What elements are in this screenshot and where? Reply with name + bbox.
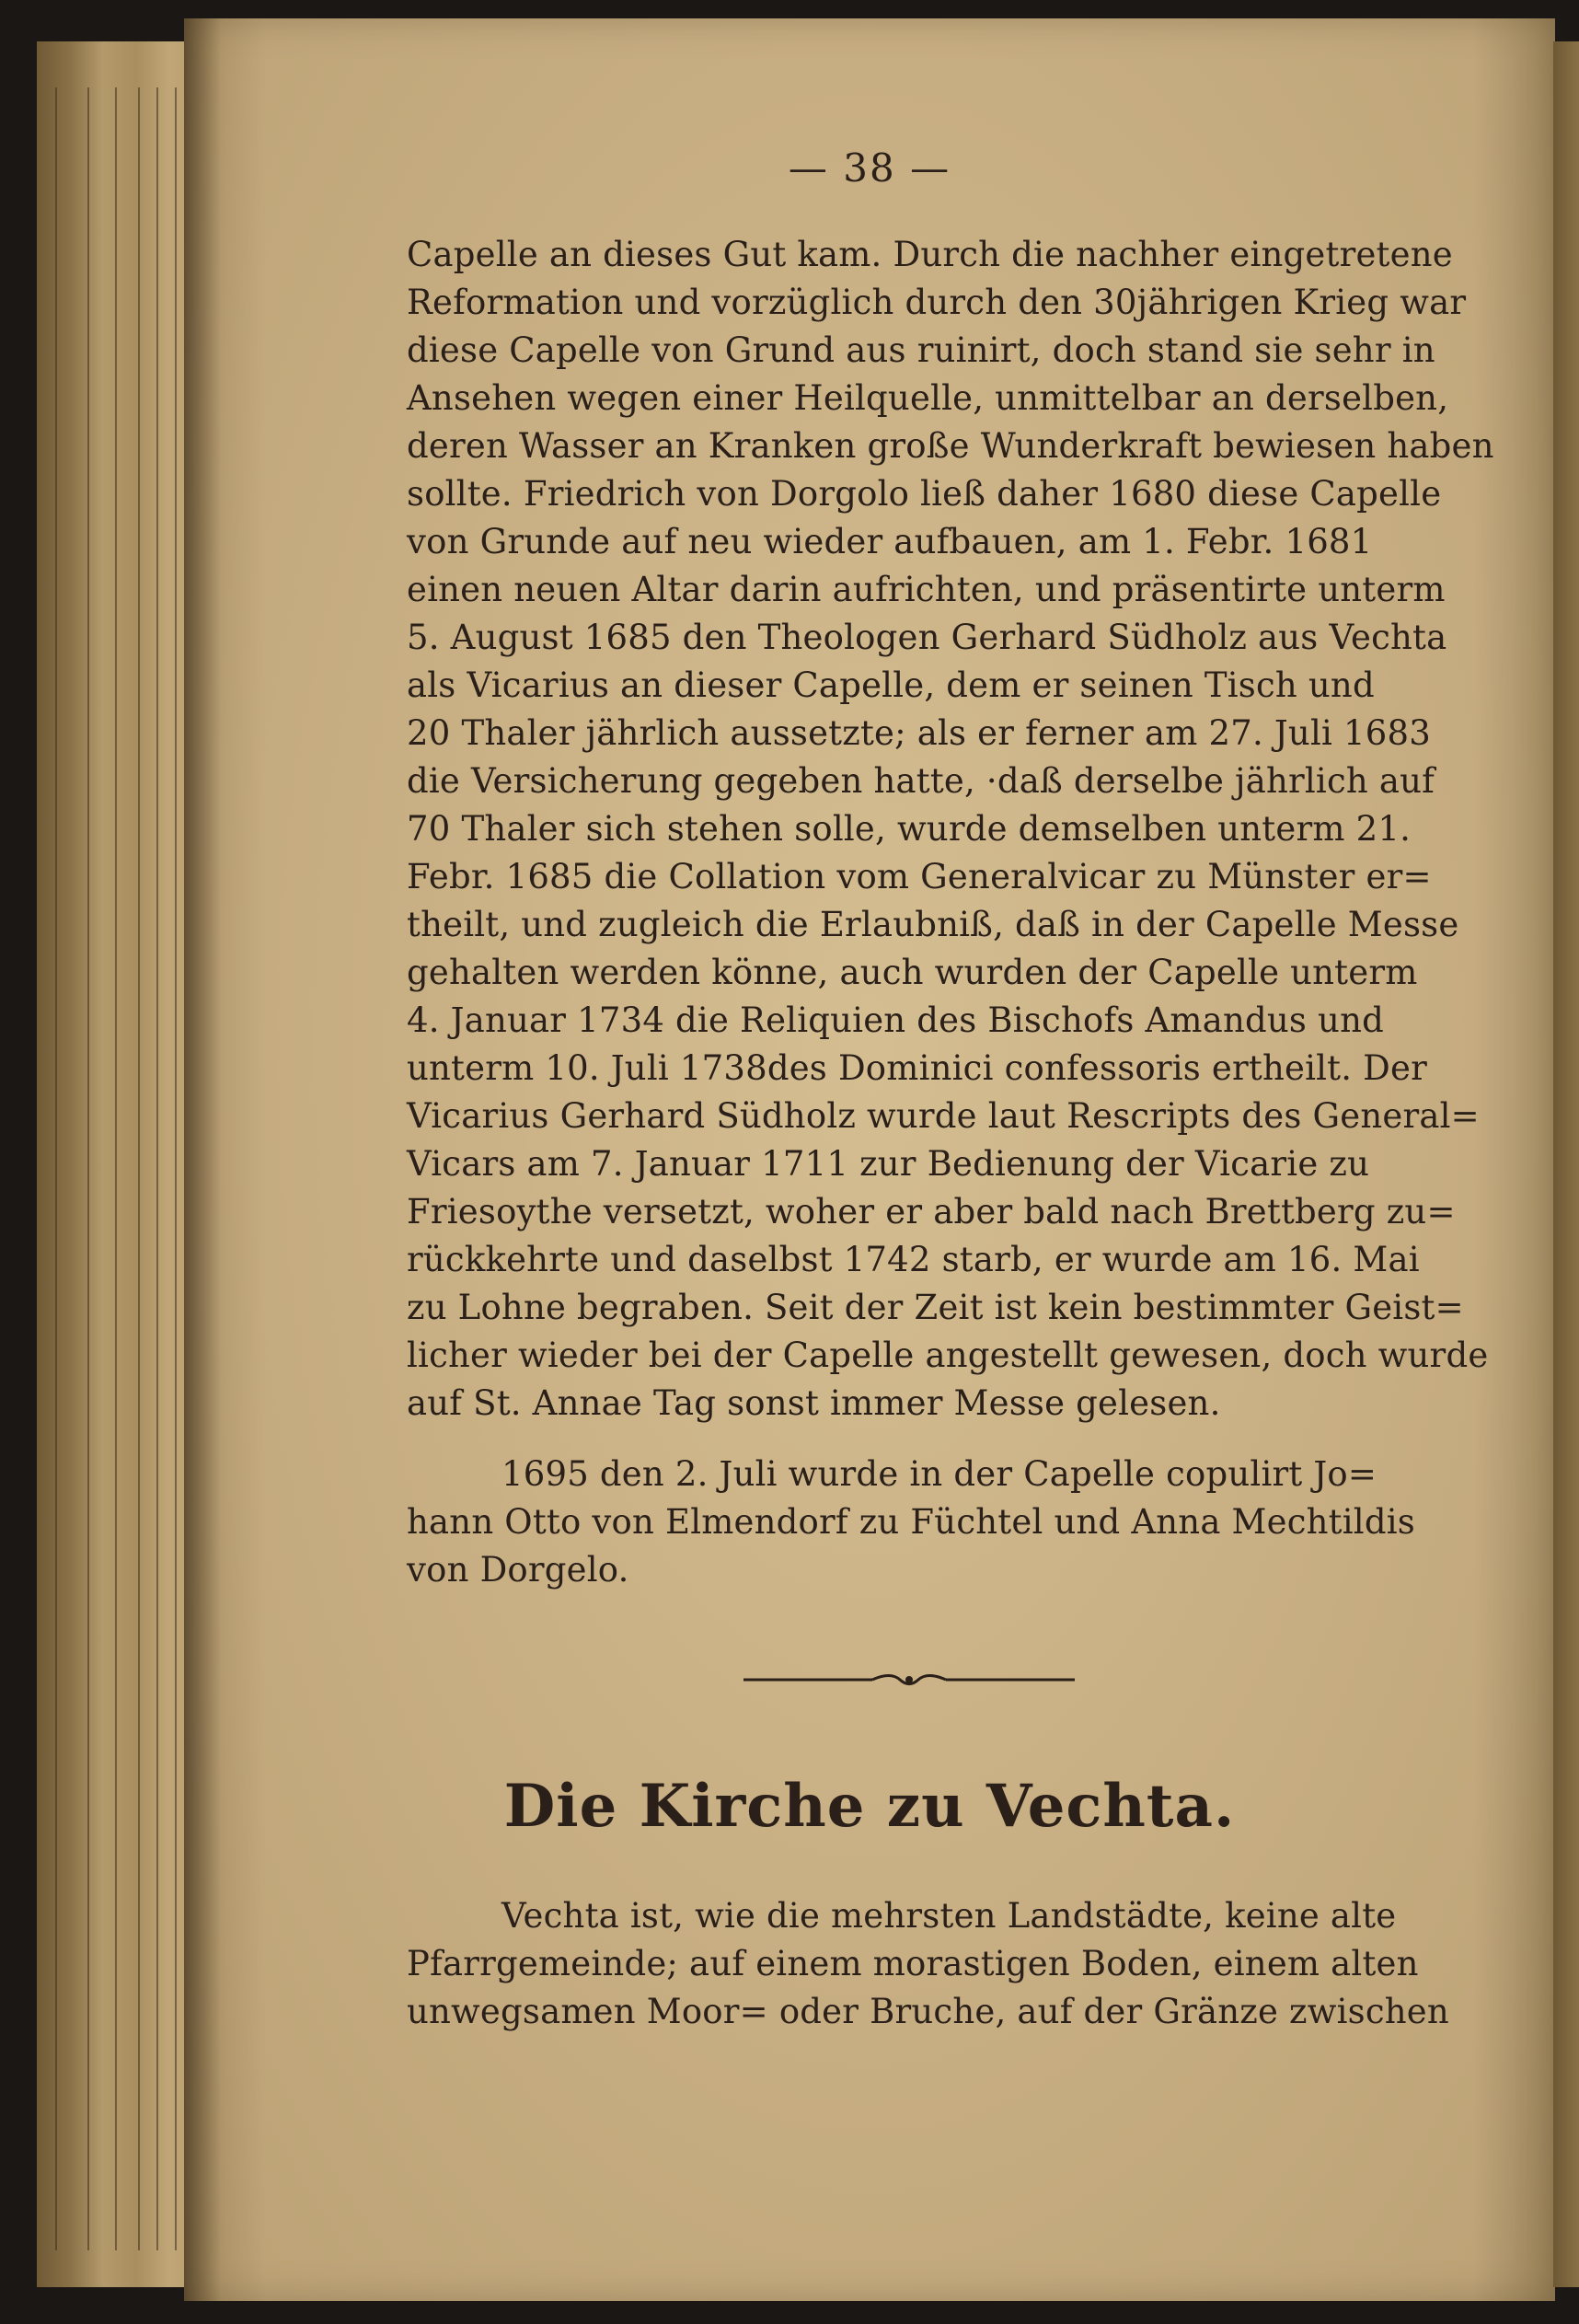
text-line: auf St. Annae Tag sonst immer Messe gelesen. <box>407 1383 1221 1423</box>
text-line: die Versicherung gegeben hatte, ·daß derselbe jährlich auf <box>407 761 1435 801</box>
text-line: 1695 den 2. Juli wurde in der Capelle copulirt Jo= <box>501 1454 1377 1494</box>
text-line: von Dorgelo. <box>407 1550 629 1590</box>
text-line: deren Wasser an Kranken große Wunderkraft bewiesen haben <box>407 426 1494 466</box>
page-edge-line <box>115 87 117 2250</box>
text-line: hann Otto von Elmendorf zu Füchtel und Anna Mechtildis <box>407 1502 1415 1542</box>
text-line: Vicars am 7. Januar 1711 zur Bedienung der Vicarie zu <box>407 1144 1370 1184</box>
section-heading: Die Kirche zu Vechta. <box>503 1772 1236 1841</box>
text-line: Vicarius Gerhard Südholz wurde laut Rescripts des General= <box>407 1096 1480 1136</box>
text-line: unwegsamen Moor= oder Bruche, auf der Gränze zwischen <box>407 1992 1449 2031</box>
right-page-edge <box>1553 41 1579 2287</box>
text-line: 5. August 1685 den Theologen Gerhard Südholz aus Vechta <box>407 618 1447 657</box>
text-line: Capelle an dieses Gut kam. Durch die nachher eingetretene <box>407 235 1453 274</box>
page-edge-line <box>55 87 57 2250</box>
gutter-shadow <box>184 18 221 2301</box>
text-line: Reformation und vorzüglich durch den 30jährigen Krieg war <box>407 283 1467 322</box>
text-line: Vechta ist, wie die mehrsten Landstädte, keine alte <box>501 1896 1397 1936</box>
page-edge-line <box>175 87 177 2250</box>
text-line: licher wieder bei der Capelle angestellt gewesen, doch wurde <box>407 1335 1489 1375</box>
text-line: Pfarrgemeinde; auf einem morastigen Boden, einem alten <box>407 1944 1419 1983</box>
text-line: diese Capelle von Grund aus ruinirt, doch stand sie sehr in <box>407 330 1435 370</box>
page-edge-line <box>138 87 140 2250</box>
text-line: Febr. 1685 die Collation vom Generalvicar zu Münster er= <box>407 857 1432 896</box>
text-line: einen neuen Altar darin aufrichten, und präsentirte unterm <box>407 570 1446 609</box>
text-line: von Grunde auf neu wieder aufbauen, am 1. Febr. 1681 <box>407 522 1373 561</box>
text-line: sollte. Friedrich von Dorgolo ließ daher 1680 diese Capelle <box>407 474 1442 514</box>
text-line: rückkehrte und daselbst 1742 starb, er wurde am 16. Mai <box>407 1240 1420 1279</box>
text-line: zu Lohne begraben. Seit der Zeit ist kein bestimmter Geist= <box>407 1288 1464 1327</box>
left-page-edges <box>37 41 202 2287</box>
text-line: unterm 10. Juli 1738des Dominici confessoris ertheilt. Der <box>407 1048 1428 1088</box>
page-number: — 38 — <box>788 145 951 191</box>
text-line: 70 Thaler sich stehen solle, wurde demselben unterm 21. <box>407 809 1412 849</box>
text-line: Friesoythe versetzt, woher er aber bald nach Brettberg zu= <box>407 1192 1456 1231</box>
text-line: 4. Januar 1734 die Reliquien des Bischofs Amandus und <box>407 1000 1384 1040</box>
text-line: theilt, und zugleich die Erlaubniß, daß in der Capelle Messe <box>407 905 1459 944</box>
text-line: Ansehen wegen einer Heilquelle, unmittelbar an derselben, <box>407 378 1449 418</box>
text-line: als Vicarius an dieser Capelle, dem er seinen Tisch und <box>407 665 1375 705</box>
page-edge-line <box>156 87 158 2250</box>
book-page <box>184 18 1555 2301</box>
text-line: gehalten werden könne, auch wurden der Capelle unterm <box>407 953 1418 992</box>
page-edge-line <box>87 87 89 2250</box>
text-line: 20 Thaler jährlich aussetzte; als er ferner am 27. Juli 1683 <box>407 713 1431 753</box>
ornamental-divider <box>743 1666 1075 1694</box>
